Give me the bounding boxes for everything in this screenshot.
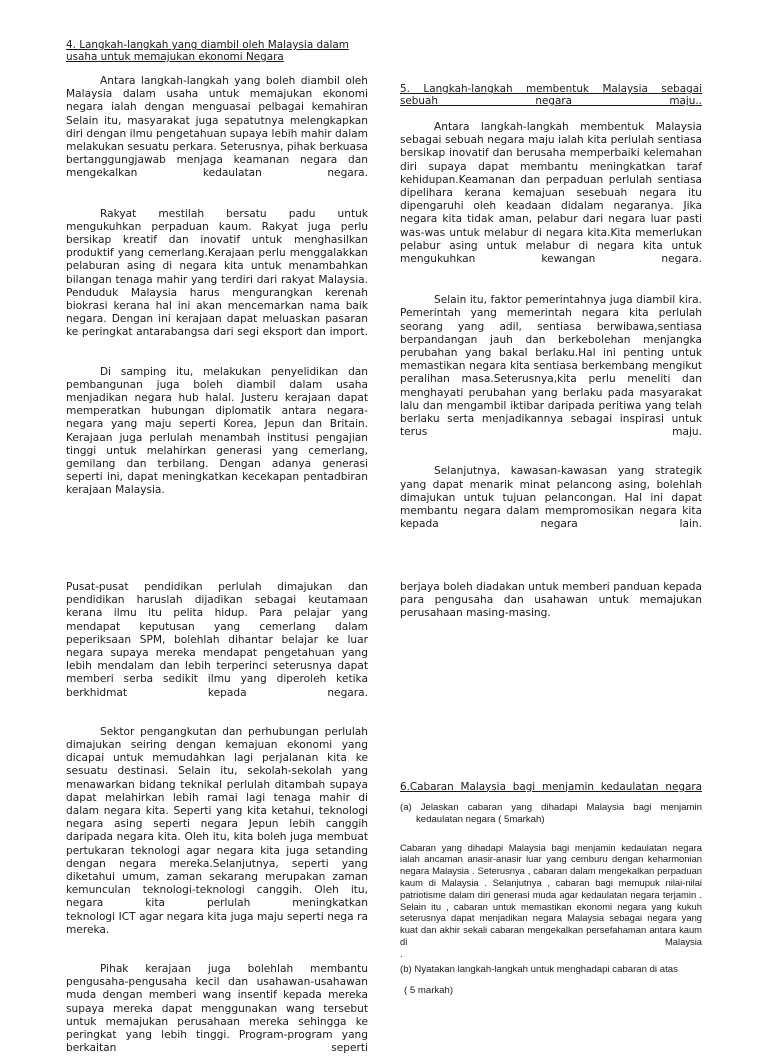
section-4-paragraph-1: Antara langkah-langkah yang boleh diambil oleh Malaysia dalam usaha untuk memajukan ekonomi negara ialah dengan menguasai pelbagai kemahiran Selain itu, masyarakat juga sepatutnya melengkapkan diri dengan ilmu pengetahuan supaya lebih mahir dalam melakukan sesuatu perkara. Seterusnya, pihak berkuasa bertanggungjawab menjaga keamanan negara dan mengekalkan kedaulatan negara. bbox=[66, 75, 368, 180]
question-b: (b) Nyatakan langkah-langkah untuk menghadapi cabaran di atas bbox=[400, 963, 678, 975]
section-5-heading: 5. Langkah-langkah membentuk Malaysia sebagai sebuah negara maju.. bbox=[400, 83, 702, 107]
right-top-column bbox=[400, 83, 702, 531]
section-5-paragraph-1: Antara langkah-langkah membentuk Malaysia sebagai sebuah negara maju ialah kita perlulah sentiasa bersikap inovatif dan berusaha memperbaiki kelemahan diri supaya dapat membantu meningkatkan taraf kehidupan.Keamanan dan perpaduan perlulah sentiasa dipelihara kerana kemajuan sesebuah negara itu dipengaruhi oleh keadaan didalam negaranya. Jika negara kita tidak aman, pelabur dari negara luar pasti was-was untuk melabur di negara kita.Kita memerlukan pelabur asing untuk melabur di negara kita untuk mengukuhkan kewangan negara. bbox=[400, 121, 702, 266]
question-b-marks: ( 5 markah) bbox=[404, 984, 454, 996]
right-bottom-column bbox=[400, 581, 702, 997]
left-bottom-column bbox=[66, 581, 368, 1056]
government-paragraph: Pihak kerajaan juga bolehlah membantu pengusaha-pengusaha kecil dan usahawan-usahawan muda dengan memberi wang insentif kepada mereka supaya mereka dapat menggunakan wang tersebut untuk memajukan perusahaan mereka sehingga ke peringkat yang lebih tinggi. Program-program yang berkaitan seperti bbox=[66, 963, 368, 1055]
answer-a: Cabaran yang dihadapi Malaysia bagi menjamin kedaulatan negara ialah ancaman anasir-anasir luar yang cemburu dengan keharmonian negara Malaysia . Seterusnya , cabaran dalam mengekalkan perpaduan kaum di Malaysia . Selanjutnya , cabaran bagi memupuk nilai-nilai patriotisme dalam diri generasi muda agar kedaulatan negara terjamin . Selain itu , cabaran untuk memastikan ekonomi negara yang kukuh seterusnya dapat menjadikan negara Malaysia sebagai negara yang kuat dan akhir sekali cabaran mengekalkan persefahaman antara kaum di Malaysia bbox=[400, 841, 702, 947]
education-paragraph: Pusat-pusat pendidikan perlulah dimajukan dan pendidikan haruslah dijadikan sebagai keutamaan kerana ilmu itu pelita hidup. Para pelajar yang mendapat keputusan yang cemerlang dalam peperiksaan SPM, bolehlah dihantar belajar ke luar negara supaya mereka mendapat pengetahuan yang lebih mendalam dan lebih terperinci seterusnya dapat memberi serba sedikit ilmu yang diperoleh ketika berkhidmat kepada negara. bbox=[66, 581, 368, 699]
section-4-heading: 4. Langkah-langkah yang diambil oleh Malaysia dalam usaha untuk memajukan ekonomi Negara bbox=[66, 39, 349, 63]
section-6-heading: 6.Cabaran Malaysia bagi menjamin kedaulatan negara bbox=[400, 780, 702, 793]
continuation-paragraph: berjaya boleh diadakan untuk memberi panduan kepada para pengusaha dan usahawan untuk memajukan perusahaan masing-masing. bbox=[400, 581, 702, 620]
transport-paragraph: Sektor pengangkutan dan perhubungan perlulah dimajukan seiring dengan kemajuan ekonomi yang dicapai untuk memudahkan lagi perjalanan kita ke sesuatu destinasi. Selain itu, sekolah-sekolah yang menawarkan bidang teknikal perlulah ditambah supaya dapat melahirkan lebih ramai lagi tenaga mahir di dalam negara kita. Seperti yang kita ketahui, teknologi negara asing seperti negara Jepun lebih canggih daripada negara kita. Oleh itu, kita boleh juga membuat pertukaran teknologi agar negara kita juga setanding dengan negara mereka.Selanjutnya, seperti yang diketahui umum, zaman sekarang merupakan zaman kemunculan teknologi-teknologi canggih. Oleh itu, negara kita perlulah meningkatkan bbox=[66, 725, 368, 910]
section-5-paragraph-3: Selanjutnya, kawasan-kawasan yang strategik yang dapat menarik minat pelancong asing, bolehlah dimajukan untuk tujuan pelancongan. Hal ini dapat membantu negara dalam mempromosikan negara kita kepada negara lain. bbox=[400, 465, 702, 531]
section-4-paragraph-3: Di samping itu, melakukan penyelidikan dan pembangunan juga boleh diambil dalam usaha menjadikan negara hub halal. Justeru kerajaan dapat memperatkan hubungan diplomatik antara negara-negara yang maju seperti Korea, Jepun dan Britain. Kerajaan juga perlulah menambah institusi pengajian tinggi untuk melahirkan generasi yang cemerlang, gemilang dan terbilang. Dengan adanya generasi seperti ini, dapat meningkatkan kecekapan pentadbiran kerajaan Malaysia. bbox=[66, 365, 368, 497]
section-5-paragraph-2: Selain itu, faktor pemerintahnya juga diambil kira. Pemerintah yang memerintah negara kita perlulah seorang yang adil, sentiasa berwibawa,sentiasa berpandangan jauh dan berkebolehan menjangka perubahan yang bakal berlaku.Hal ini penting untuk memastikan negara kita sentiasa berkembang mengikut peralihan masa.Seterusnya,kita perlu meneliti dan menghayati perubahan yang berlaku pada masyarakat lalu dan mengambil iktibar daripada peritiwa yang telah berlaku serta menjadikannya sebagai inspirasi untuk terus maju. bbox=[400, 294, 702, 439]
transport-paragraph-cont: teknologi ICT agar negara kita juga maju seperti nega ra mereka. bbox=[66, 910, 368, 936]
question-a-marks: kedaulatan negara ( 5markah) bbox=[416, 813, 545, 825]
section-4-paragraph-2: Rakyat mestilah bersatu padu untuk mengukuhkan perpaduan kaum. Rakyat juga perlu bersikap kreatif dan inovatif untuk menghasilkan produktif yang cemerlang.Kerajaan perlu menggalakkan pelaburan asing di negara kita untuk menambahkan bilangan tenaga mahir yang terdiri dari rakyat Malaysia. Penduduk Malaysia harus mengurangkan kerenah biokrasi kerana hal ini akan mencemarkan nama baik negara. Dengan ini kerajaan dapat meluaskan pasaran ke peringkat antarabangsa dari segi eksport dan import. bbox=[66, 207, 368, 339]
question-a: (a) Jelaskan cabaran yang dihadapi Malaysia bagi menjamin bbox=[400, 801, 702, 813]
left-top-column bbox=[66, 39, 368, 498]
answer-a-dot: . bbox=[400, 947, 403, 959]
